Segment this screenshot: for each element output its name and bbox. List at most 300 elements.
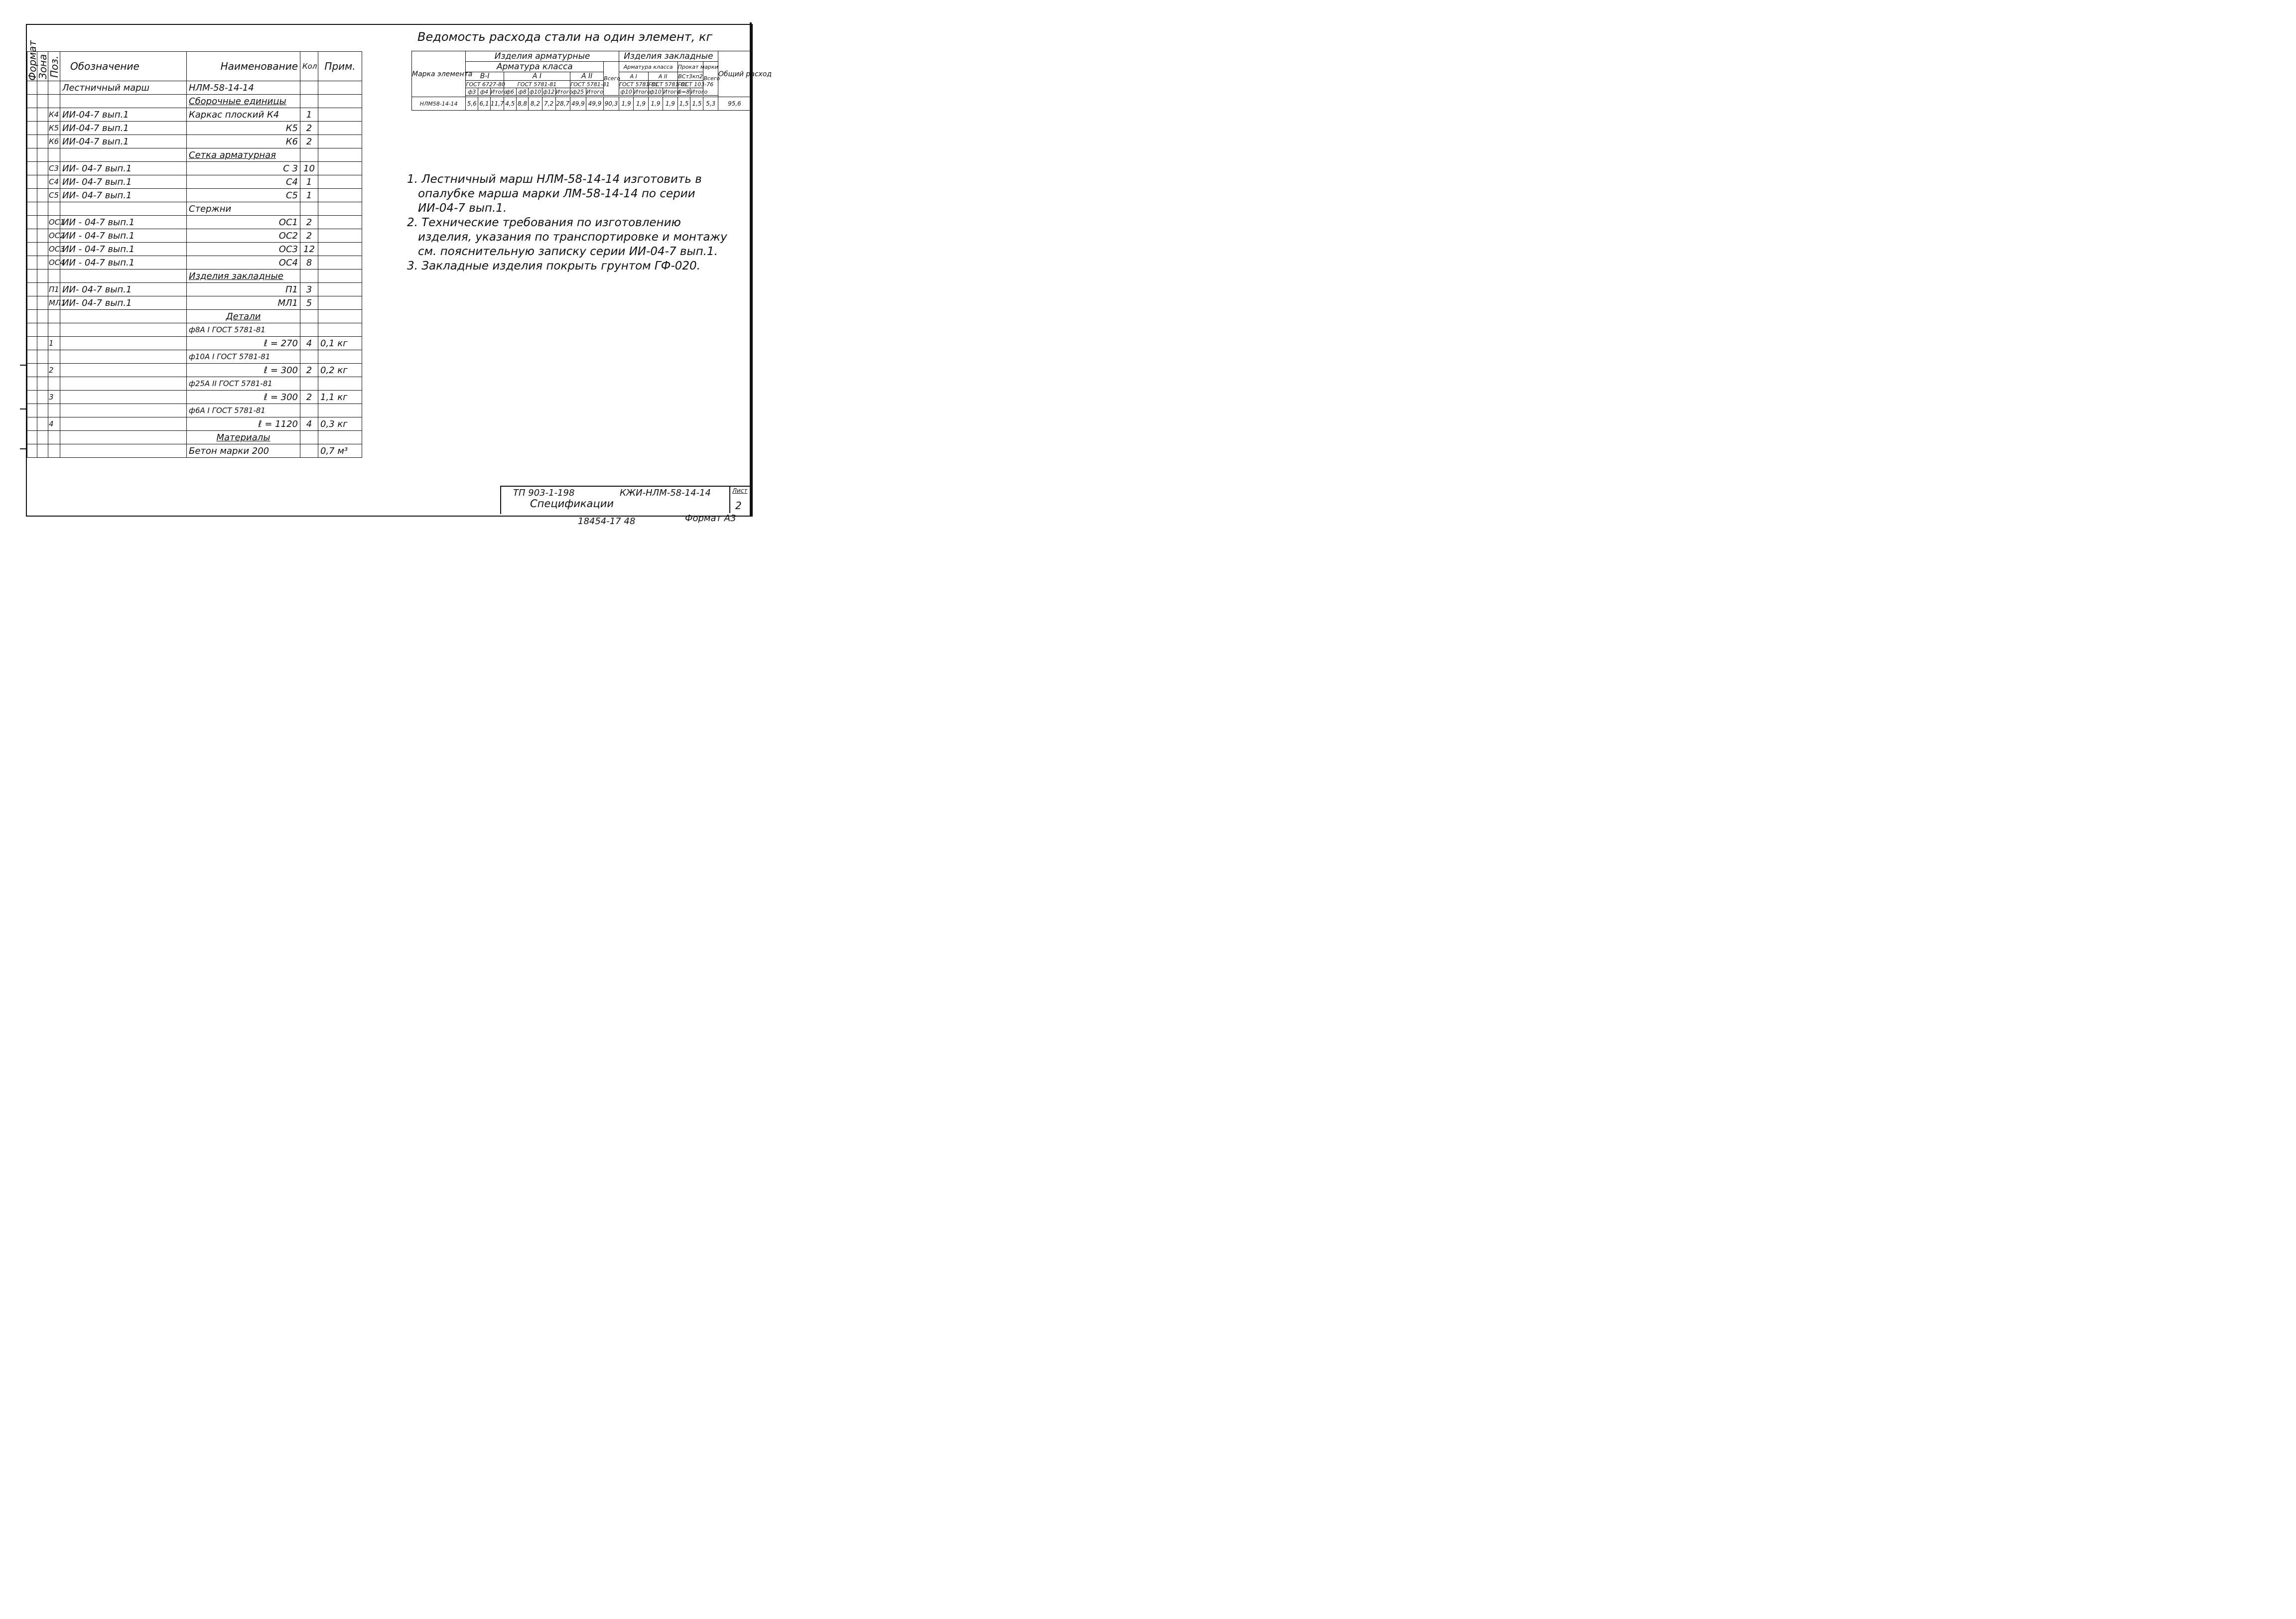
pos-cell: С5	[48, 189, 60, 202]
name-cell: ОС1	[187, 216, 300, 229]
spec-row	[27, 108, 362, 122]
zone-cell	[37, 350, 48, 364]
spec-row	[27, 135, 362, 148]
note-cell	[318, 108, 362, 122]
format-cell	[27, 189, 37, 202]
designation-cell: ИИ - 04-7 вып.1	[60, 243, 187, 256]
zone-cell	[37, 404, 48, 417]
note-cell	[318, 202, 362, 216]
qty-cell	[300, 310, 318, 323]
spec-row	[27, 229, 362, 243]
qty-cell: 1	[300, 189, 318, 202]
qty-cell: 12	[300, 243, 318, 256]
name-cell: Сетка арматурная	[187, 148, 300, 162]
pos-cell: С4	[48, 175, 60, 189]
format-cell	[27, 229, 37, 243]
spec-row	[27, 323, 362, 337]
name-cell: Материалы	[187, 431, 300, 444]
designation-cell: ИИ - 04-7 вып.1	[60, 256, 187, 270]
qty-cell: 10	[300, 162, 318, 175]
qty-cell: 2	[300, 135, 318, 148]
steel-subheader-cell: Итого	[634, 88, 651, 95]
header-pos: Поз.	[48, 52, 60, 81]
pos-cell	[48, 95, 60, 108]
spec-row	[27, 162, 362, 175]
qty-cell	[300, 350, 318, 364]
format-cell	[27, 175, 37, 189]
steel-value-cell: 28,7	[555, 97, 570, 111]
spec-row	[27, 337, 362, 350]
designation-cell: ИИ- 04-7 вып.1	[60, 296, 187, 310]
name-cell: ф8А I ГОСТ 5781-81	[187, 323, 300, 337]
name-cell: ℓ = 300	[187, 391, 300, 404]
spec-row	[27, 404, 362, 417]
steel-subheader-cell: ф12	[542, 88, 555, 95]
stamp-code: ТП 903-1-198	[513, 488, 575, 498]
note-cell	[318, 270, 362, 283]
spec-row	[27, 431, 362, 444]
designation-cell	[60, 350, 187, 364]
qty-cell: 8	[300, 256, 318, 270]
qty-cell: 2	[300, 391, 318, 404]
note-cell	[318, 256, 362, 270]
steel-value-cell: 11,7	[490, 97, 504, 111]
qty-cell	[300, 202, 318, 216]
note-cell	[318, 162, 362, 175]
zone-cell	[37, 148, 48, 162]
note-cell: 0,2 кг	[318, 364, 362, 377]
steel-value-cell: 90,3	[604, 97, 619, 111]
zone-cell	[37, 175, 48, 189]
pos-cell	[48, 323, 60, 337]
note-cell: 0,1 кг	[318, 337, 362, 350]
qty-cell: 2	[300, 216, 318, 229]
name-cell: Изделия закладные	[187, 270, 300, 283]
steel-value-cell: 1,5	[677, 97, 690, 111]
title-left: Лестничный марш	[60, 81, 187, 95]
spec-row	[27, 122, 362, 135]
steel-subheader-cell: ф25	[570, 88, 586, 96]
h-arm: Изделия арматурные	[466, 51, 619, 62]
zone-cell	[37, 202, 48, 216]
steel-value-cell: 8,2	[529, 97, 542, 111]
spec-row	[27, 202, 362, 216]
stamp-title: Спецификации	[530, 498, 614, 510]
note-cell: 1,1 кг	[318, 391, 362, 404]
designation-cell	[60, 95, 187, 108]
qty-cell: 1	[300, 108, 318, 122]
pos-cell	[48, 270, 60, 283]
format-cell	[27, 135, 37, 148]
h-vsego-arm: Всего	[604, 62, 619, 96]
zone-cell	[37, 162, 48, 175]
steel-value-cell: 1,9	[634, 97, 648, 111]
qty-cell	[300, 404, 318, 417]
z-a2: А II	[648, 72, 677, 81]
steel-value-cell: 1,9	[663, 97, 677, 111]
zone-cell	[37, 122, 48, 135]
pos-cell: К4	[48, 108, 60, 122]
zone-cell	[37, 189, 48, 202]
spec-row	[27, 310, 362, 323]
gost-a1: ГОСТ 5781-81	[504, 81, 570, 88]
zone-cell	[37, 229, 48, 243]
qty-cell	[300, 377, 318, 391]
header-name: Наименование	[187, 52, 300, 81]
qty-cell: 3	[300, 283, 318, 296]
h-total: Общий расход	[718, 51, 751, 97]
name-cell: Детали	[187, 310, 300, 323]
name-cell: С4	[187, 175, 300, 189]
designation-cell	[60, 310, 187, 323]
qty-cell	[300, 95, 318, 108]
qty-cell	[300, 148, 318, 162]
pos-cell: МЛ1	[48, 296, 60, 310]
h-prokat: Прокат марки	[677, 62, 703, 72]
pos-cell	[48, 431, 60, 444]
zone-cell	[37, 216, 48, 229]
note-cell	[318, 296, 362, 310]
name-cell: ф25А II ГОСТ 5781-81	[187, 377, 300, 391]
sheet-label: Лист	[732, 487, 748, 494]
note-item: 3. Закладные изделия покрыть грунтом ГФ-020.	[407, 260, 700, 272]
steel-subheader-cell: ф10	[619, 88, 633, 96]
margin-tick	[20, 448, 26, 449]
format-cell	[27, 364, 37, 377]
spec-row	[27, 377, 362, 391]
qty-cell: 1	[300, 175, 318, 189]
header-qty: Кол	[300, 52, 318, 81]
note-cell	[318, 175, 362, 189]
format-cell	[27, 417, 37, 431]
zone-cell	[37, 310, 48, 323]
pos-cell	[48, 310, 60, 323]
pos-cell	[48, 404, 60, 417]
zone-cell	[37, 243, 48, 256]
format-cell	[27, 323, 37, 337]
pos-cell: 1	[48, 337, 60, 350]
qty-cell: 4	[300, 417, 318, 431]
designation-cell	[60, 202, 187, 216]
gost-pr: ГОСТ 103-76	[677, 81, 714, 88]
format-cell	[27, 310, 37, 323]
note-cell	[318, 350, 362, 364]
steel-mark-cell: НЛМ58-14-14	[412, 97, 466, 111]
format-cell	[27, 404, 37, 417]
zone-cell	[37, 135, 48, 148]
note-cell	[318, 148, 362, 162]
pos-cell: С3	[48, 162, 60, 175]
format-cell	[27, 270, 37, 283]
qty-cell	[300, 431, 318, 444]
specification-table	[26, 40, 362, 458]
steel-subheader-cell: ф10	[648, 88, 663, 96]
zone-cell	[37, 283, 48, 296]
designation-cell	[60, 431, 187, 444]
note-cell	[318, 310, 362, 323]
zone-cell	[37, 337, 48, 350]
pos-cell: 4	[48, 417, 60, 431]
format-label: Формат А3	[685, 513, 736, 524]
pos-cell	[48, 377, 60, 391]
pos-cell	[48, 202, 60, 216]
designation-cell: ИИ-04-7 вып.1	[60, 135, 187, 148]
zone-cell	[37, 391, 48, 404]
pos-cell: П1	[48, 283, 60, 296]
name-cell: Бетон марки 200	[187, 444, 300, 458]
pos-cell: 2	[48, 364, 60, 377]
note-item: 1. Лестничный марш НЛМ-58-14-14 изготовить в опалубке марша марки ЛМ-58-14-14 по серии ИИ-04-7 вып.1.	[407, 173, 702, 215]
gost-za2: ГОСТ 5781-81	[648, 81, 688, 88]
gost-b1: ГОСТ 6727-80	[466, 81, 506, 88]
zone-cell	[37, 270, 48, 283]
archive-number: 18454-17 48	[578, 516, 636, 527]
note-cell	[318, 216, 362, 229]
zone-cell	[37, 417, 48, 431]
note-cell	[318, 431, 362, 444]
steel-subheader-cell: Итого	[690, 88, 708, 95]
pos-cell: ОС3	[48, 243, 60, 256]
qty-cell	[300, 444, 318, 458]
name-cell: ℓ = 270	[187, 337, 300, 350]
designation-cell: ИИ- 04-7 вып.1	[60, 175, 187, 189]
pos-cell: ОС2	[48, 229, 60, 243]
steel-subheader-cell: Итого	[555, 88, 573, 95]
steel-value-cell: 1,9	[648, 97, 663, 111]
designation-cell	[60, 377, 187, 391]
zone-cell	[37, 95, 48, 108]
format-cell	[27, 350, 37, 364]
format-cell	[27, 243, 37, 256]
pos-cell	[48, 350, 60, 364]
name-cell: ОС4	[187, 256, 300, 270]
z-a1: А I	[619, 72, 648, 81]
steel-value-cell: 4,5	[504, 97, 516, 111]
steel-subheader-cell: ф6	[504, 88, 516, 96]
note-cell: 0,3 кг	[318, 417, 362, 431]
steel-value-cell: 1,9	[619, 97, 633, 111]
note-item: 2. Технические требования по изготовлению изделия, указания по транспортировке и монтажу см. пояснительную записку серии ИИ-04-7 вып.1.	[407, 216, 727, 258]
cls-b1: В-I	[466, 72, 504, 81]
pos-cell: К6	[48, 135, 60, 148]
zone-cell	[37, 296, 48, 310]
designation-cell	[60, 323, 187, 337]
designation-cell	[60, 337, 187, 350]
spec-row	[27, 216, 362, 229]
header-note: Прим.	[318, 52, 362, 81]
name-cell: ф6А I ГОСТ 5781-81	[187, 404, 300, 417]
format-cell	[27, 122, 37, 135]
margin-tick	[20, 365, 26, 366]
pos-cell: К5	[48, 122, 60, 135]
note-cell	[318, 189, 362, 202]
header-designation: Обозначение	[60, 52, 187, 81]
z-vst: ВСт3кп2	[678, 73, 703, 80]
format-cell	[27, 431, 37, 444]
qty-cell	[300, 323, 318, 337]
name-cell: Сборочные единицы	[187, 95, 300, 108]
sheet-box	[729, 487, 751, 513]
note-cell	[318, 229, 362, 243]
spec-row	[27, 364, 362, 377]
steel-value-cell: 6,1	[478, 97, 491, 111]
spec-row	[27, 175, 362, 189]
note-cell	[318, 122, 362, 135]
format-cell	[27, 296, 37, 310]
steel-consumption-table	[411, 51, 772, 111]
zone-cell	[37, 323, 48, 337]
designation-cell: ИИ- 04-7 вып.1	[60, 283, 187, 296]
qty-cell: 2	[300, 229, 318, 243]
cls-a2: А II	[570, 72, 604, 81]
spec-row	[27, 256, 362, 270]
gost-za1: ГОСТ 5781-81	[619, 81, 659, 88]
designation-cell: ИИ-04-7 вып.1	[60, 108, 187, 122]
spec-row	[27, 243, 362, 256]
designation-cell	[60, 444, 187, 458]
name-cell: ОС3	[187, 243, 300, 256]
name-cell: Стержни	[187, 202, 300, 216]
name-cell: П1	[187, 283, 300, 296]
qty-cell: 2	[300, 122, 318, 135]
h-zak: Изделия закладные	[619, 51, 718, 62]
qty-cell: 4	[300, 337, 318, 350]
spec-row	[27, 296, 362, 310]
designation-cell	[60, 270, 187, 283]
designation-cell	[60, 417, 187, 431]
designation-cell	[60, 148, 187, 162]
designation-cell: ИИ - 04-7 вып.1	[60, 216, 187, 229]
designation-cell	[60, 404, 187, 417]
note-cell	[318, 135, 362, 148]
steel-subheader-cell: Итого	[663, 88, 680, 95]
pos-cell: 3	[48, 391, 60, 404]
gost-a2: ГОСТ 5781-81	[570, 81, 610, 88]
steel-data-row	[412, 97, 751, 111]
note-cell	[318, 323, 362, 337]
notes-block	[407, 172, 736, 273]
steel-subheader-cell: Итого	[490, 88, 508, 95]
h-arm-class2: Арматура класса	[619, 62, 677, 72]
format-cell	[27, 391, 37, 404]
qty-cell: 5	[300, 296, 318, 310]
format-cell	[27, 216, 37, 229]
spec-title-row	[27, 81, 362, 95]
name-cell: ОС2	[187, 229, 300, 243]
pos-cell: ОС4	[48, 256, 60, 270]
format-cell	[27, 283, 37, 296]
zone-cell	[37, 377, 48, 391]
name-cell: ℓ = 1120	[187, 417, 300, 431]
format-cell	[27, 148, 37, 162]
name-cell: ℓ = 300	[187, 364, 300, 377]
format-cell	[27, 162, 37, 175]
spec-row	[27, 283, 362, 296]
cls-a1: А I	[504, 72, 570, 81]
spec-row	[27, 148, 362, 162]
name-cell: С 3	[187, 162, 300, 175]
steel-subheader-cell: ф3	[466, 88, 478, 96]
steel-value-cell: 49,9	[586, 97, 603, 111]
spec-header-row	[27, 52, 362, 81]
zone-cell	[37, 108, 48, 122]
pos-cell	[48, 444, 60, 458]
header-zone: Зона	[37, 52, 48, 81]
steel-value-cell: 7,2	[542, 97, 555, 111]
name-cell: МЛ1	[187, 296, 300, 310]
steel-value-cell: 8,8	[516, 97, 529, 111]
sheet-number: 2	[735, 500, 742, 512]
margin-tick	[20, 408, 26, 409]
spec-row	[27, 417, 362, 431]
designation-cell: ИИ - 04-7 вып.1	[60, 229, 187, 243]
h-arm-class: Арматура класса	[466, 62, 604, 72]
qty-cell	[300, 270, 318, 283]
format-cell	[27, 337, 37, 350]
designation-cell	[60, 391, 187, 404]
zone-cell	[37, 444, 48, 458]
steel-subheader-cell: ф4	[478, 88, 491, 96]
pos-cell	[48, 148, 60, 162]
steel-value-cell: 5,3	[703, 97, 718, 111]
h-mark: Марка элемента	[412, 51, 466, 97]
designation-cell	[60, 364, 187, 377]
qty-cell: 2	[300, 364, 318, 377]
designation-cell: ИИ- 04-7 вып.1	[60, 162, 187, 175]
name-cell: Каркас плоский К4	[187, 108, 300, 122]
note-cell	[318, 243, 362, 256]
steel-subheader-cell: ф10	[529, 88, 541, 95]
steel-subheader-cell: Итого	[586, 88, 603, 95]
name-cell: С5	[187, 189, 300, 202]
format-cell	[27, 377, 37, 391]
format-cell	[27, 202, 37, 216]
stamp-mark: КЖИ-НЛМ-58-14-14	[620, 488, 711, 498]
format-cell	[27, 95, 37, 108]
note-cell	[318, 377, 362, 391]
designation-cell: ИИ-04-7 вып.1	[60, 122, 187, 135]
designation-cell: ИИ- 04-7 вып.1	[60, 189, 187, 202]
zone-cell	[37, 431, 48, 444]
spec-row	[27, 189, 362, 202]
title-block	[500, 486, 751, 514]
name-cell: ф10А I ГОСТ 5781-81	[187, 350, 300, 364]
spec-row	[27, 270, 362, 283]
steel-value-cell: 5,6	[466, 97, 478, 111]
format-cell	[27, 256, 37, 270]
zone-cell	[37, 364, 48, 377]
spec-row	[27, 391, 362, 404]
format-cell	[27, 108, 37, 122]
spec-row	[27, 444, 362, 458]
note-cell	[318, 283, 362, 296]
steel-subheader-cell: ф8	[516, 88, 529, 96]
title-right: НЛМ-58-14-14	[187, 81, 300, 95]
h-vsego-zak: Всего	[703, 62, 718, 96]
note-cell	[318, 95, 362, 108]
header-format: Формат	[26, 40, 38, 81]
note-cell: 0,7 м³	[318, 444, 362, 458]
steel-table-title: Ведомость расхода стали на один элемент, кг	[417, 30, 713, 44]
steel-subheader-cell: δ=8	[678, 88, 690, 95]
spec-row	[27, 95, 362, 108]
format-cell	[27, 444, 37, 458]
spec-row	[27, 350, 362, 364]
steel-value-cell: 1,5	[690, 97, 703, 111]
name-cell: К5	[187, 122, 300, 135]
pos-cell: ОС1	[48, 216, 60, 229]
steel-value-cell: 95,6	[718, 97, 751, 111]
